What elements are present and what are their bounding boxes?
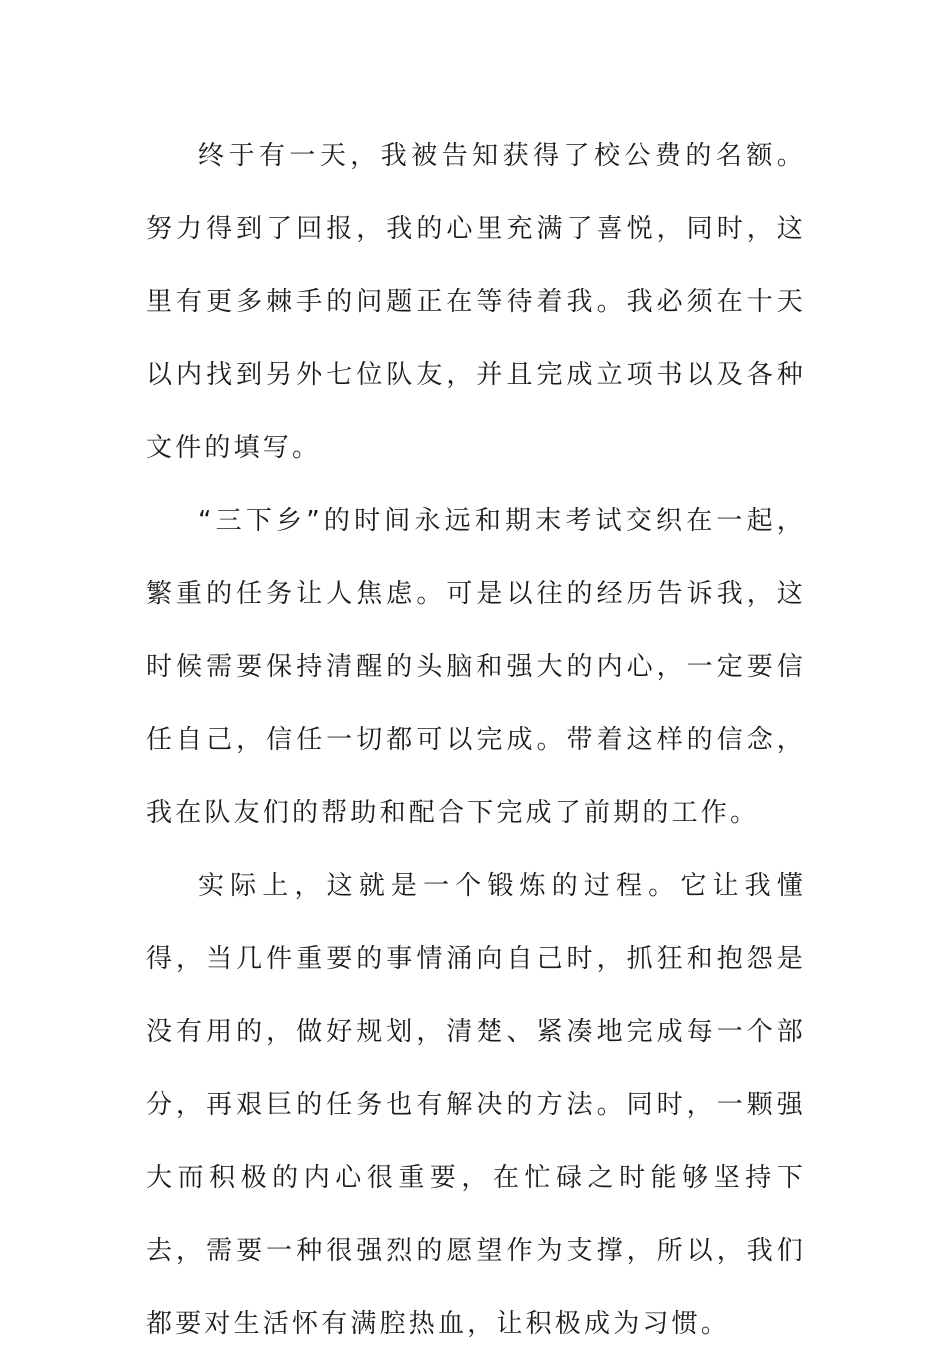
paragraph-3: 实际上，这就是一个锻炼的过程。它让我懂得，当几件重要的事情涌向自己时，抓狂和抱怨是没有用的，做好规划，清楚、紧凑地完成每一个部分，再艰巨的任务也有解决的方法。同时，一颗强大而积极的内心很重要，在忙碌之时能够坚持下去，需要一种很强烈的愿望作为支撑，所以，我们都要对生活怀有满腔热血，让积极成为习惯。	[146, 871, 806, 1339]
paragraph-1: 终于有一天，我被告知获得了校公费的名额。努力得到了回报，我的心里充满了喜悦，同时，这里有更多棘手的问题正在等待着我。我必须在十天以内找到另外七位队友，并且完成立项书以及各种文件的填写。	[146, 141, 806, 463]
paragraph-2: “三下乡”的时间永远和期末考试交织在一起，繁重的任务让人焦虑。可是以往的经历告诉我，这时候需要保持清醒的头脑和强大的内心，一定要信任自己，信任一切都可以完成。带着这样的信念，我在队友们的帮助和配合下完成了前期的工作。	[146, 506, 806, 828]
document-body	[146, 120, 806, 1361]
